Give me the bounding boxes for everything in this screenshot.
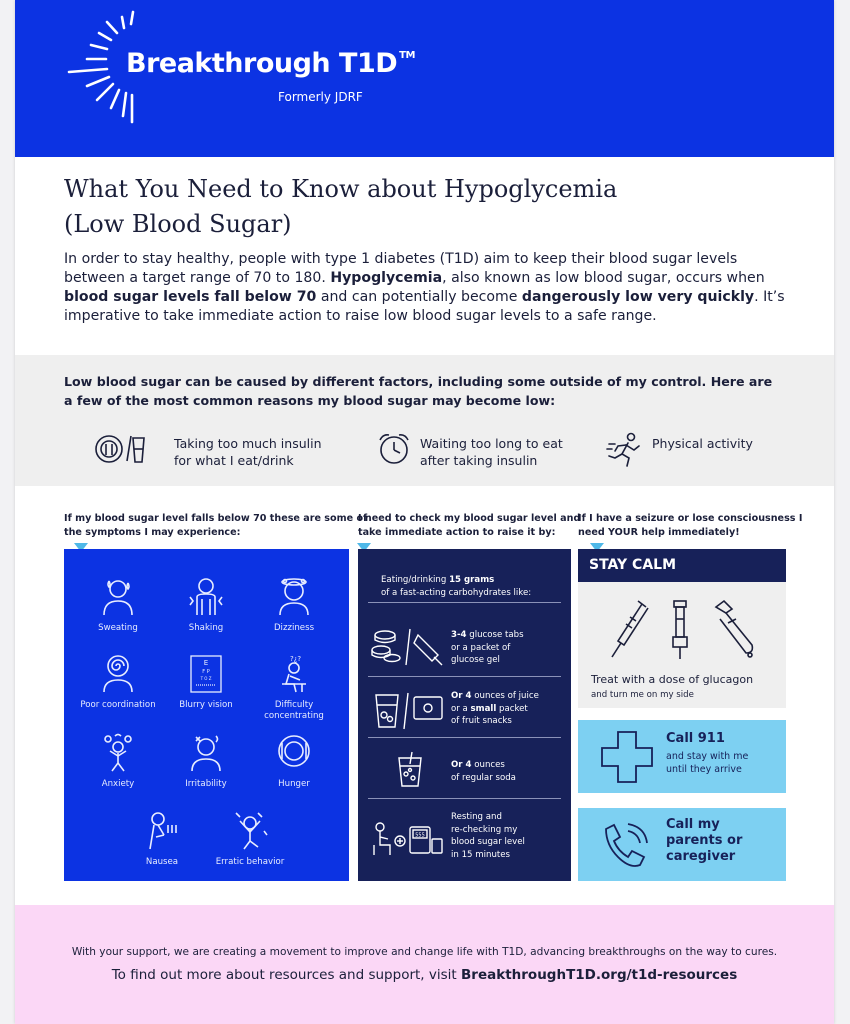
glucagon-syringe-icon (608, 597, 758, 661)
cause-physical-activity: Physical activity (652, 436, 753, 451)
symptom-item: Erratic behavior (205, 811, 295, 868)
call-parents-text: Call my parents or caregiver (666, 817, 743, 864)
divider (368, 798, 561, 799)
footer (15, 905, 834, 1024)
symptoms-panel (64, 549, 349, 881)
running-person-icon (607, 432, 641, 468)
svg-text:T O Z: T O Z (200, 676, 212, 681)
anxiety-icon (100, 733, 136, 773)
action-glucose-tabs: 3-4 glucose tabs or a packet of glucose gel (451, 630, 524, 665)
action-rest: Resting and re-checking my blood sugar level in 15 minutes (451, 812, 525, 860)
soda-glass-icon (396, 752, 424, 788)
svg-text:F P: F P (202, 669, 210, 675)
symptom-item: ?¿? Difficulty concentrating (264, 655, 324, 721)
juice-and-fruit-snacks-icon (372, 689, 444, 731)
confused-person-icon (276, 654, 312, 694)
glucose-tabs-icon (372, 625, 444, 669)
symptom-item: Nausea (117, 811, 207, 868)
emergency-heading: If I have a seizure or lose consciousness I need YOUR help immediately! (578, 513, 803, 538)
cause-too-much-insulin: Taking too much insulin for what I eat/drink (174, 436, 322, 468)
svg-text:E: E (203, 659, 209, 667)
actions-heading: I need to check my blood sugar level and take immediate action to raise it by: (358, 513, 581, 538)
symptom-item: Hunger (249, 733, 339, 790)
nausea-icon (144, 811, 180, 851)
intro-paragraph: In order to stay healthy, people with type 1 diabetes (T1D) aim to keep their blood sugar levels between a target range of 70 to 180. Hypoglycemia, also known as low blood sugar, occurs when blood sugar levels fall below 70 and can potentially become dangerously low very quickly. It’s imperative to take immediate action to raise low blood sugar levels to a safe range. (64, 251, 785, 324)
turn-on-side-text: and turn me on my side (591, 690, 694, 700)
irritability-icon (188, 733, 224, 773)
plate-icon (276, 733, 312, 773)
stay-calm-card (578, 549, 786, 708)
call-911-card (578, 720, 786, 793)
sweating-icon (100, 577, 136, 617)
divider (368, 676, 561, 677)
divider (368, 737, 561, 738)
cause-waiting-to-eat: Waiting too long to eat after taking insulin (420, 436, 563, 468)
actions-intro: Eating/drinking 15 grams of a fast-acting carbohydrates like: (381, 575, 532, 598)
symptom-item: Sweating (73, 577, 163, 634)
causes-section (15, 355, 834, 486)
footer-resources-text: To find out more about resources and support, visit BreakthroughT1D.org/t1d-resources (111, 967, 738, 983)
rest-and-recheck-icon (372, 821, 444, 859)
symptom-item: Irritability (161, 733, 251, 790)
symptom-item: Dizziness (249, 577, 339, 634)
spiral-head-icon (100, 654, 136, 694)
symptom-item: E F P T O Z Blurry vision (161, 654, 251, 711)
call-parents-card (578, 808, 786, 881)
glucagon-text: Treat with a dose of glucagon (591, 673, 754, 686)
symptoms-heading: If my blood sugar level falls below 70 these are some of the symptoms I may experience: (64, 513, 368, 538)
alarm-clock-icon (377, 432, 411, 466)
footer-support-text: With your support, we are creating a movement to improve and change life with T1D, advancing breakthroughs on the way to cures. (71, 946, 778, 958)
page-title: What You Need to Know about Hypoglycemia (Low Blood Sugar) (64, 175, 618, 238)
brand-formerly: Formerly JDRF (278, 90, 363, 104)
causes-lead: Low blood sugar can be caused by different factors, including some outside of my control. Here are a few of the most common reasons my blood sugar may become low: (64, 374, 773, 408)
symptom-item: Anxiety (73, 733, 163, 790)
medical-cross-icon (600, 730, 654, 784)
symptom-item: Poor coordination (73, 654, 163, 711)
action-soda: Or 4 ounces of regular soda (451, 760, 516, 783)
symptom-item: Shaking (161, 577, 251, 634)
dizziness-icon (276, 577, 312, 617)
resources-link[interactable]: BreakthroughT1D.org/t1d-resources (461, 967, 738, 983)
flyer-page (15, 0, 834, 1024)
action-juice: Or 4 ounces of juice or a small packet of fruit snacks (451, 691, 539, 726)
svg-text:?¿?: ?¿? (290, 655, 302, 663)
header-banner (15, 0, 834, 157)
plate-and-glass-icon (95, 433, 145, 465)
phone-icon (600, 821, 650, 871)
brand-name: Breakthrough T1D ™ (126, 48, 415, 79)
shaking-icon (188, 577, 224, 617)
erratic-behavior-icon (232, 811, 268, 851)
svg-text:555: 555 (415, 832, 425, 839)
divider (368, 602, 561, 603)
actions-panel (358, 549, 571, 881)
eye-chart-icon (188, 654, 224, 694)
stay-calm-heading: STAY CALM (578, 549, 786, 582)
call-911-text: Call 911 and stay with me until they arrive (666, 731, 749, 775)
